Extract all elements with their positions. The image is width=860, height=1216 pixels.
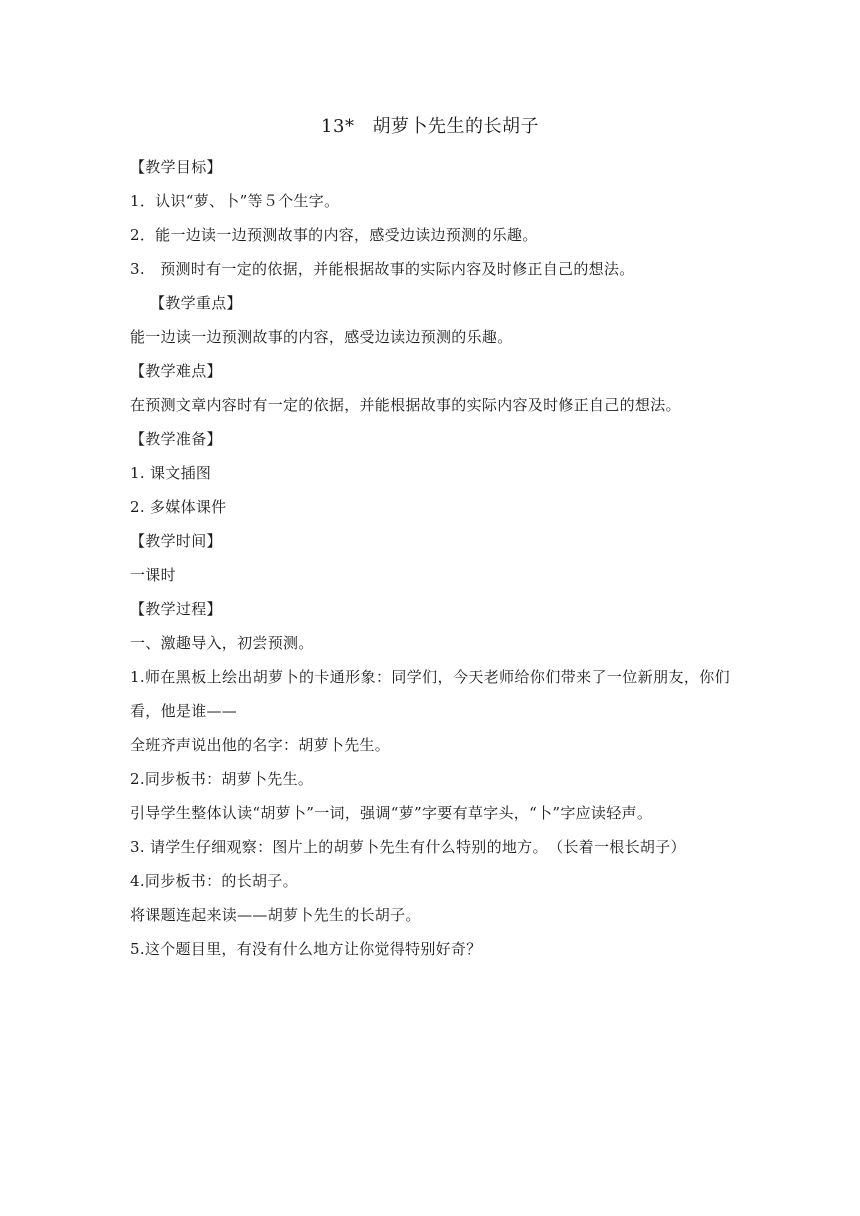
time-text: 一课时 <box>130 566 176 584</box>
section-heading-preparation: 【教学准备】 <box>130 430 222 448</box>
process-step-1-response: 全班齐声说出他的名字：胡萝卜先生。 <box>130 736 391 754</box>
process-step-4: 4.同步板书：的长胡子。 <box>130 872 298 890</box>
difficulties-text: 在预测文章内容时有一定的依据，并能根据故事的实际内容及时修正自己的想法。 <box>130 396 681 414</box>
process-step-3: 3. 请学生仔细观察：图片上的胡萝卜先生有什么特别的地方。 （长着一根长胡子） <box>130 838 686 856</box>
section-heading-objectives: 【教学目标】 <box>130 158 222 176</box>
section-heading-key-points: 【教学重点】 <box>150 294 242 312</box>
key-points-text: 能一边读一边预测故事的内容，感受边读边预测的乐趣。 <box>130 328 513 346</box>
process-step-4-detail: 将课题连起来读——胡萝卜先生的长胡子。 <box>130 906 421 924</box>
process-step-2-detail: 引导学生整体认读“胡萝卜”一词，强调“萝”字要有草字头，“卜”字应读轻声。 <box>130 804 653 822</box>
objective-item-1: 1．认识“萝、卜”等５个生字。 <box>130 192 340 210</box>
preparation-item-1: 1. 课文插图 <box>130 464 212 482</box>
process-step-1: 1.师在黑板上绘出胡萝卜的卡通形象：同学们，今天老师给你们带来了一位新朋友，你们看，他是谁—— <box>130 668 730 720</box>
objective-item-2: 2．能一边读一边预测故事的内容，感受边读边预测的乐趣。 <box>130 226 538 244</box>
process-step-5: 5.这个题目里，有没有什么地方让你觉得特别好奇？ <box>130 940 482 958</box>
lesson-body <box>130 150 730 966</box>
process-part-1-heading: 一、激趣导入，初尝预测。 <box>130 634 314 652</box>
objective-item-3: 3. 预测时有一定的依据，并能根据故事的实际内容及时修正自己的想法。 <box>130 260 635 278</box>
section-heading-time: 【教学时间】 <box>130 532 222 550</box>
lesson-title <box>0 114 860 140</box>
lesson-title-text: 胡萝卜先生的长胡子 <box>372 116 539 137</box>
lesson-number: 13* <box>321 116 355 137</box>
process-step-2: 2.同步板书：胡萝卜先生。 <box>130 770 314 788</box>
preparation-item-2: 2. 多媒体课件 <box>130 498 227 516</box>
section-heading-process: 【教学过程】 <box>130 600 222 618</box>
section-heading-difficulties: 【教学难点】 <box>130 362 222 380</box>
